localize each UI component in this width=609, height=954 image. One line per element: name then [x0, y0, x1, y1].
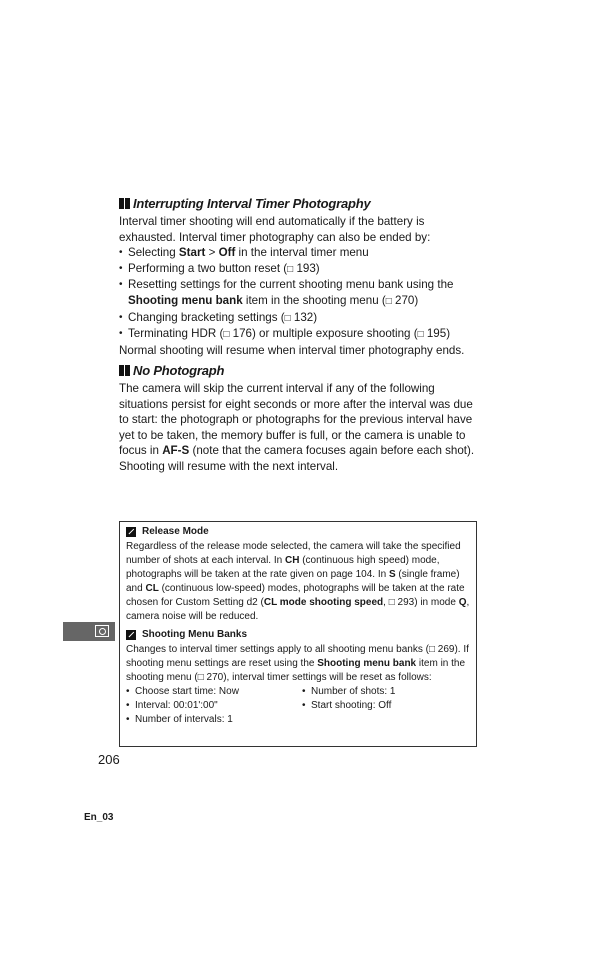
- notes-box: [119, 521, 477, 747]
- reset-values: [126, 685, 470, 727]
- list-item: • Performing a two button reset (□ 193): [119, 261, 479, 278]
- pencil-icon: [126, 527, 136, 537]
- list-item: • Number of shots: 1: [302, 685, 395, 699]
- page-number: 206: [98, 752, 120, 767]
- section-heading: [119, 196, 479, 211]
- note-text: Changes to interval timer settings apply to all shooting menu banks (□ 269). If shooting menu settings are reset using the Shooting menu bank item in the shooting menu (□ 270), interval timer settings will be reset as follows:: [126, 643, 470, 685]
- pencil-icon: [126, 630, 136, 640]
- list-item: • Interval: 00:01':00": [126, 699, 302, 713]
- note-text: Regardless of the release mode selected, the camera will take the specified number of shots at each interval. In CH (continuous high speed) mode, photographs will be taken at the rate given on page 104. In S (single frame) and CL (continuous low-speed) modes, photographs will be taken at the rate chosen for Custom Setting d2 (CL mode shooting speed, □ 293) in mode Q, camera noise will be reduced.: [126, 540, 470, 624]
- chapter-tab: [63, 622, 115, 641]
- camera-icon: [95, 625, 109, 637]
- heading-marker-icon: [119, 198, 130, 209]
- reset-list-left: [126, 685, 302, 727]
- body-text: The camera will skip the current interval if any of the following situations persist for eight seconds or more after the interval was due to start: the photograph or photographs for the previous interval have yet to be taken, the memory buffer is full, or the camera is unable to focus in AF-S (note that the camera focuses again before each shot). Shooting will resume with the next interval.: [119, 382, 475, 473]
- list-item: • Number of intervals: 1: [126, 713, 302, 727]
- list-item: • Selecting Start > Off in the interval timer menu: [119, 245, 479, 261]
- no-photograph-section: [119, 363, 479, 475]
- note-title: Release Mode: [126, 526, 470, 537]
- intro-text: Interval timer shooting will end automatically if the battery is exhausted. Interval timer photography can also be ended by:: [119, 215, 431, 244]
- interval-interrupt-section: [119, 196, 479, 358]
- outro-text: Normal shooting will resume when interval timer photography ends.: [119, 343, 465, 357]
- note-title: Shooting Menu Banks: [126, 629, 470, 640]
- list-item: • Changing bracketing settings (□ 132): [119, 310, 479, 327]
- section-heading: [119, 363, 479, 378]
- heading-text: No Photograph: [133, 363, 225, 378]
- list-item: • Start shooting: Off: [302, 699, 395, 713]
- bullet-list: [119, 245, 479, 343]
- list-item: • Choose start time: Now: [126, 685, 302, 699]
- list-item: • Terminating HDR (□ 176) or multiple exposure shooting (□ 195): [119, 326, 479, 343]
- heading-marker-icon: [119, 365, 130, 376]
- footer-code: En_03: [84, 812, 114, 823]
- reset-list-right: [302, 685, 395, 727]
- list-item: • Resetting settings for the current shooting menu bank using the Shooting menu bank item in the shooting menu (□ 270): [119, 277, 479, 309]
- heading-text: Interrupting Interval Timer Photography: [133, 196, 371, 211]
